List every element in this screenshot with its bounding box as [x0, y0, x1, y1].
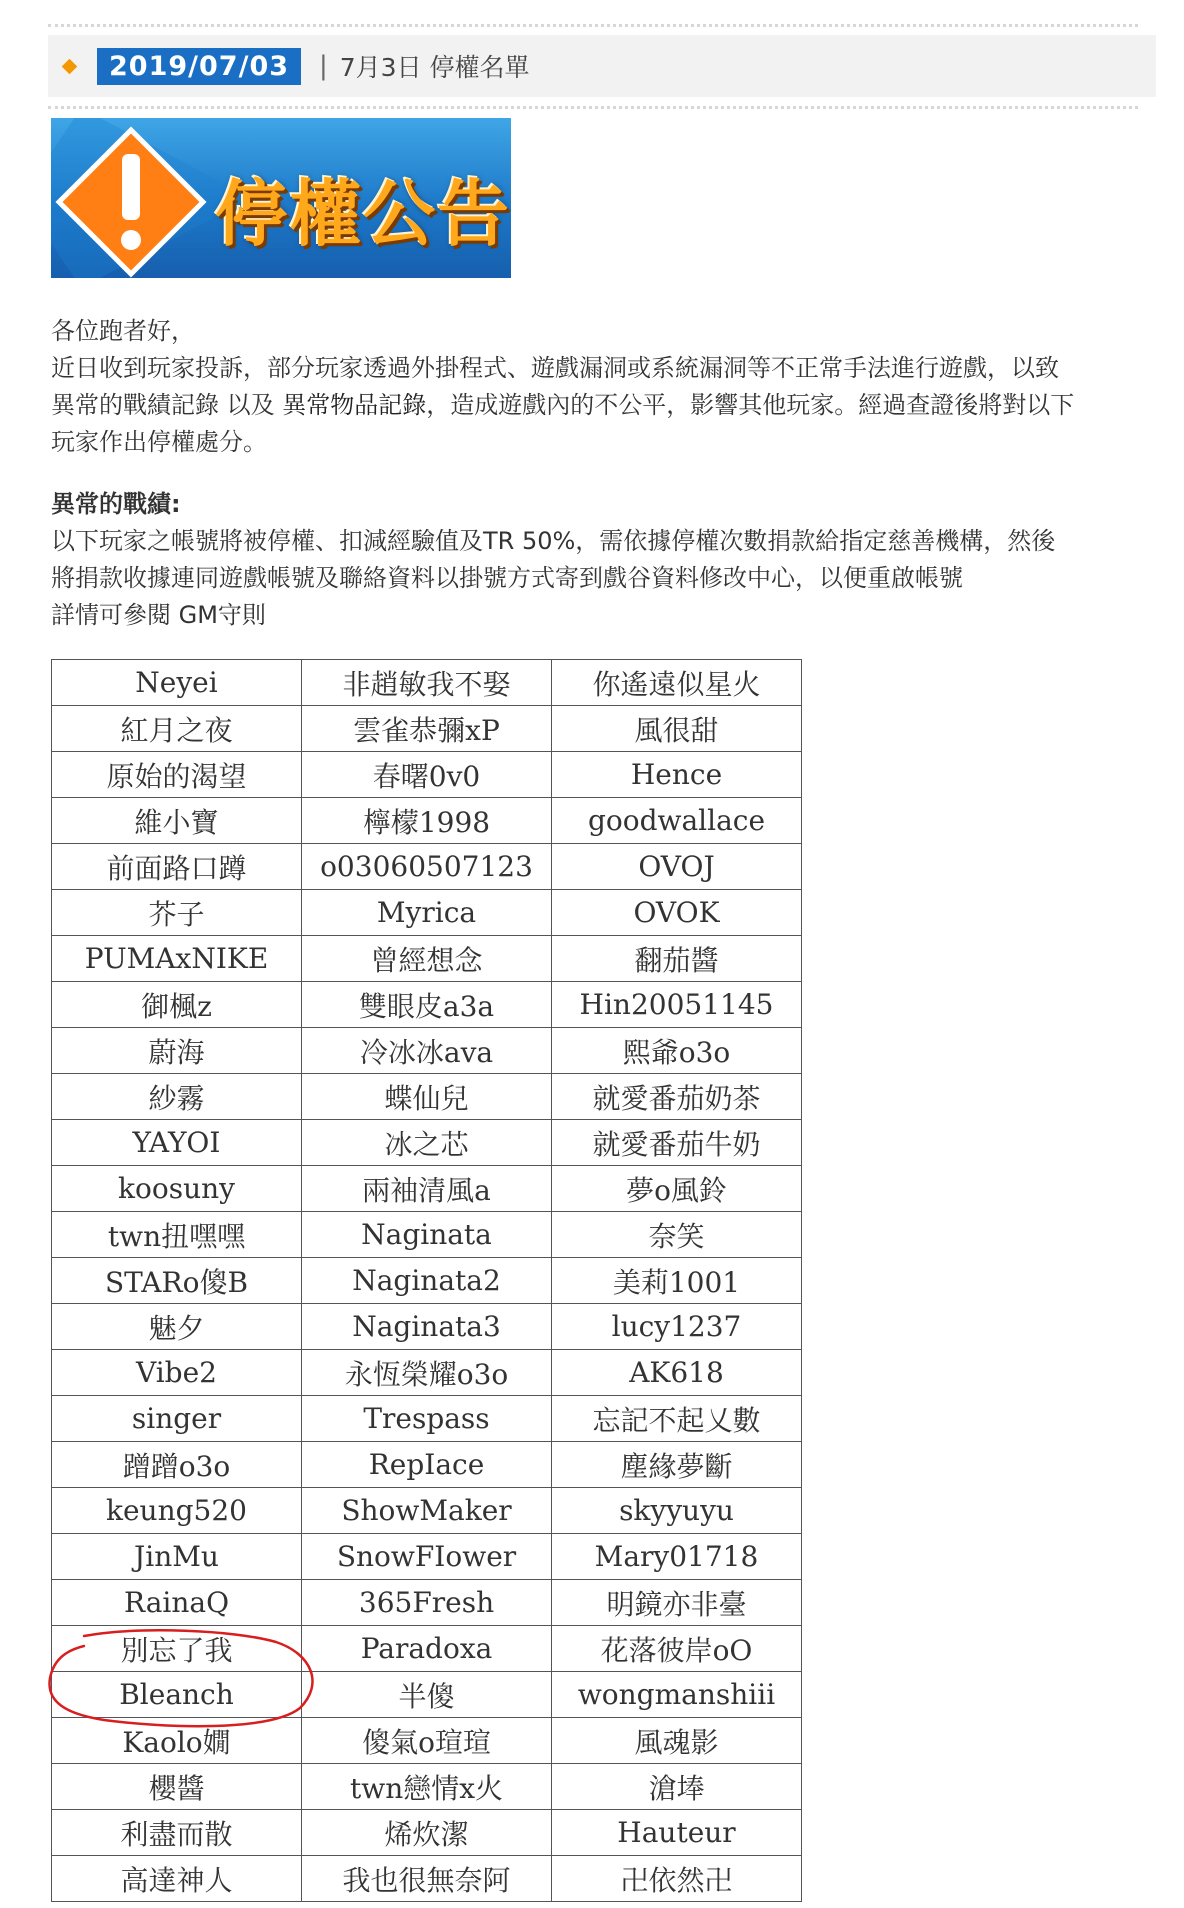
player-name-cell: 兩袖清風a	[302, 1166, 552, 1212]
table-row	[52, 1028, 802, 1074]
banner-title: 停權公告	[215, 172, 511, 256]
player-name-cell: twn戀情x火	[302, 1764, 552, 1810]
player-name-cell: OVOK	[552, 890, 802, 936]
player-name-cell: 卍依然卍	[552, 1856, 802, 1902]
top-dotted-divider	[48, 24, 1138, 27]
player-name-cell: 花落彼岸oO	[552, 1626, 802, 1672]
section-heading: 異常的戰績:	[51, 490, 181, 518]
greeting: 各位跑者好，	[51, 317, 195, 345]
player-name-cell: Hin20051145	[552, 982, 802, 1028]
player-name-cell: YAYOI	[52, 1120, 302, 1166]
record-section	[51, 486, 1151, 634]
bullet-diamond-icon	[62, 58, 78, 74]
table-row	[52, 890, 802, 936]
player-name-cell: 永恆榮耀o3o	[302, 1350, 552, 1396]
player-name-cell: Trespass	[302, 1396, 552, 1442]
table-row	[52, 1074, 802, 1120]
intro-line-2c: ，造成遊戲內的不公平，影響其他玩家。經過查證後將對以下	[426, 391, 1075, 419]
table-row	[52, 1120, 802, 1166]
player-name-cell: Mary01718	[552, 1534, 802, 1580]
table-row	[52, 1304, 802, 1350]
player-name-cell: Hence	[552, 752, 802, 798]
player-name-cell: 櫻醬	[52, 1764, 302, 1810]
player-name-cell: 冷冰冰ava	[302, 1028, 552, 1074]
table-row	[52, 660, 802, 706]
table-row	[52, 1672, 802, 1718]
table-row	[52, 844, 802, 890]
player-name-cell: 御楓z	[52, 982, 302, 1028]
section-line-2: 將捐款收據連同遊戲帳號及聯絡資料以掛號方式寄到戲谷資料修改中心，以便重啟帳號	[51, 564, 963, 592]
player-name-cell: 美莉1001	[552, 1258, 802, 1304]
player-name-cell: Paradoxa	[302, 1626, 552, 1672]
player-name-cell: 芥子	[52, 890, 302, 936]
player-name-cell: 蹭蹭o3o	[52, 1442, 302, 1488]
table-row	[52, 1488, 802, 1534]
player-name-cell: 熙爺o3o	[552, 1028, 802, 1074]
table-row	[52, 936, 802, 982]
player-name-cell: 雙眼皮a3a	[302, 982, 552, 1028]
player-name-cell: 蝶仙兒	[302, 1074, 552, 1120]
player-name-cell: AK618	[552, 1350, 802, 1396]
post-header	[48, 35, 1156, 97]
player-name-cell: 奈笑	[552, 1212, 802, 1258]
player-name-cell: 紅月之夜	[52, 706, 302, 752]
player-name-cell: 翻茄醬	[552, 936, 802, 982]
player-name-cell: 非趙敏我不娶	[302, 660, 552, 706]
table-row	[52, 1810, 802, 1856]
intro-paragraph	[51, 313, 1151, 461]
table-row	[52, 1166, 802, 1212]
player-name-cell: 魅夕	[52, 1304, 302, 1350]
player-name-cell: Vibe2	[52, 1350, 302, 1396]
player-name-cell: ShowMaker	[302, 1488, 552, 1534]
player-name-cell: singer	[52, 1396, 302, 1442]
table-row	[52, 1764, 802, 1810]
player-name-cell: 我也很無奈阿	[302, 1856, 552, 1902]
intro-line-1: 近日收到玩家投訴，部分玩家透過外掛程式、遊戲漏洞或系統漏洞等不正常手法進行遊戲，以致	[51, 354, 1059, 382]
player-name-cell: Naginata2	[302, 1258, 552, 1304]
table-row	[52, 1626, 802, 1672]
abnormal-items-link[interactable]: 異常物品記錄	[282, 391, 427, 419]
player-name-cell: PUMAxNIKE	[52, 936, 302, 982]
player-name-cell: 明鏡亦非臺	[552, 1580, 802, 1626]
bottom-dotted-divider	[48, 106, 1138, 109]
player-name-cell: Naginata	[302, 1212, 552, 1258]
table-row	[52, 1212, 802, 1258]
table-row	[52, 1718, 802, 1764]
player-name-cell: 半傻	[302, 1672, 552, 1718]
intro-line-3: 玩家作出停權處分。	[51, 428, 267, 456]
table-row	[52, 1442, 802, 1488]
player-name-cell: Bleanch	[52, 1672, 302, 1718]
table-row	[52, 1396, 802, 1442]
suspended-players-table	[51, 659, 802, 1902]
player-name-cell: 傻氣o瑄瑄	[302, 1718, 552, 1764]
player-name-cell: Kaolo嫺	[52, 1718, 302, 1764]
player-name-cell: 塵緣夢斷	[552, 1442, 802, 1488]
intro-line-2a: 異常的戰績記錄 以及	[51, 391, 283, 419]
table-row	[52, 982, 802, 1028]
player-name-cell: 曾經想念	[302, 936, 552, 982]
player-name-cell: o03060507123	[302, 844, 552, 890]
player-name-cell: 紗霧	[52, 1074, 302, 1120]
player-name-cell: 前面路口蹲	[52, 844, 302, 890]
player-name-cell: OVOJ	[552, 844, 802, 890]
player-name-cell: twn扭嘿嘿	[52, 1212, 302, 1258]
table-row	[52, 1350, 802, 1396]
table-row	[52, 1856, 802, 1902]
player-name-cell: 春曙0v0	[302, 752, 552, 798]
header-separator: |	[319, 51, 328, 81]
player-name-cell: keung520	[52, 1488, 302, 1534]
player-name-cell: RepIace	[302, 1442, 552, 1488]
player-name-cell: JinMu	[52, 1534, 302, 1580]
player-name-cell: 你遙遠似星火	[552, 660, 802, 706]
player-name-cell: koosuny	[52, 1166, 302, 1212]
player-name-cell: 冰之芯	[302, 1120, 552, 1166]
table-row	[52, 706, 802, 752]
player-name-cell: 利盡而散	[52, 1810, 302, 1856]
player-name-cell: 維小寶	[52, 798, 302, 844]
section-line-1: 以下玩家之帳號將被停權、扣減經驗值及TR 50%，需依據停權次數捐款給指定慈善機構，然後	[51, 527, 1056, 555]
player-name-cell: 365Fresh	[302, 1580, 552, 1626]
player-name-cell: 忘記不起乂數	[552, 1396, 802, 1442]
player-name-cell: STARo傻B	[52, 1258, 302, 1304]
player-name-cell: 蔚海	[52, 1028, 302, 1074]
player-name-cell: goodwallace	[552, 798, 802, 844]
player-name-cell: Neyei	[52, 660, 302, 706]
player-name-cell: wongmanshiii	[552, 1672, 802, 1718]
table-row	[52, 752, 802, 798]
player-name-cell: Naginata3	[302, 1304, 552, 1350]
player-name-cell: SnowFIower	[302, 1534, 552, 1580]
player-name-cell: 風魂影	[552, 1718, 802, 1764]
player-name-cell: Hauteur	[552, 1810, 802, 1856]
post-date: 2019/07/03	[97, 48, 301, 85]
post-title[interactable]: 7月3日 停權名單	[339, 53, 530, 82]
table-row	[52, 1258, 802, 1304]
player-name-cell: 風很甜	[552, 706, 802, 752]
player-name-cell: 原始的渴望	[52, 752, 302, 798]
player-name-cell: 滄埲	[552, 1764, 802, 1810]
table-row	[52, 1580, 802, 1626]
player-name-cell: 烯炊潔	[302, 1810, 552, 1856]
player-name-cell: skyyuyu	[552, 1488, 802, 1534]
intro-line-2	[51, 387, 1151, 424]
player-name-cell: 夢o風鈴	[552, 1166, 802, 1212]
player-name-cell: 高達神人	[52, 1856, 302, 1902]
section-line-3[interactable]: 詳情可參閱 GM守則	[51, 601, 266, 629]
player-name-cell: 就愛番茄奶茶	[552, 1074, 802, 1120]
player-name-cell: lucy1237	[552, 1304, 802, 1350]
player-name-cell: 檸檬1998	[302, 798, 552, 844]
player-name-cell: 雲雀恭彌xP	[302, 706, 552, 752]
table-row	[52, 798, 802, 844]
player-name-cell: 別忘了我	[52, 1626, 302, 1672]
table-row	[52, 1534, 802, 1580]
player-name-cell: 就愛番茄牛奶	[552, 1120, 802, 1166]
player-name-cell: RainaQ	[52, 1580, 302, 1626]
suspension-notice-banner	[51, 118, 511, 278]
player-name-cell: Myrica	[302, 890, 552, 936]
